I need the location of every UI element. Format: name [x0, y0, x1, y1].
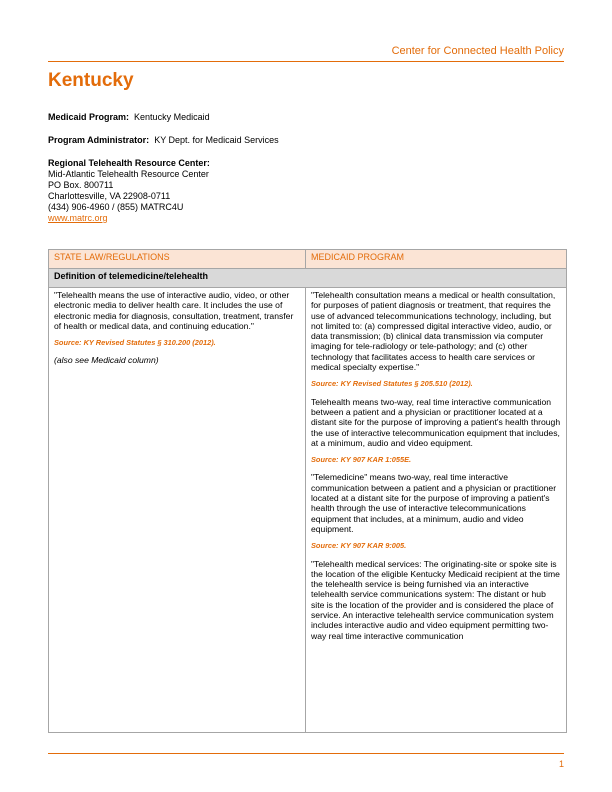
- medicaid-definition: "Telemedicine" means two-way, real time interactive communication between a patient and a physician or practitioner located at a distant site for the purpose of improving a patient's health through the use of interactive telecommunications equipment that includes, at a minimum, audio and video equipment.: [311, 472, 557, 534]
- state-law-definition: "Telehealth means the use of interactive audio, video, or other electronic media to deliver health care. It includes the use of electronic media for diagnosis, consultation, treatment, transfer of health or medical data, and continuing education.": [54, 290, 294, 331]
- page-number: 1: [558, 759, 564, 769]
- column-header-medicaid: MEDICAID PROGRAM: [306, 250, 567, 269]
- section-header: Definition of telemedicine/telehealth: [49, 269, 567, 288]
- header-divider: [48, 61, 564, 62]
- trc-line: Charlottesville, VA 22908-0711: [48, 191, 171, 201]
- policy-table: [48, 249, 567, 733]
- header-organization: Center for Connected Health Policy: [391, 45, 564, 57]
- page-title: Kentucky: [48, 70, 134, 91]
- medicaid-program-label: Medicaid Program:: [48, 112, 130, 122]
- source-citation: Source: KY Revised Statutes § 310.200 (2012).: [54, 338, 216, 348]
- medicaid-program-value: Kentucky Medicaid: [134, 112, 210, 122]
- medicaid-definition: Telehealth means two-way, real time interactive communication between a patient and a physician or practitioner located at a distant site for the purpose of improving a patient's health through the use of interactive telecommunication equipment that includes, at a minimum, audio and video equipment.: [311, 396, 561, 448]
- footer-divider: [48, 753, 564, 754]
- see-also-note: (also see Medicaid column): [54, 355, 159, 366]
- trc-label: Regional Telehealth Resource Center:: [48, 158, 210, 168]
- trc-website-link[interactable]: www.matrc.org: [48, 213, 108, 223]
- medicaid-definition: "Telehealth medical services: The originating-site or spoke site is the location of the eligible Kentucky Medicaid recipient at the time the telehealth service is being furnished via an interactive telehealth service communications system: The distant or hub site is the location of the provider and is considered the place of service. An interactive telehealth service communication system includes interactive audio and video equipment permitting two-way real time interactive communication: [311, 558, 560, 641]
- medicaid-cell: [306, 288, 567, 733]
- source-citation: Source: KY Revised Statutes § 205.510 (2012).: [311, 379, 473, 389]
- telehealth-resource-center: [48, 158, 210, 224]
- program-admin-value: KY Dept. for Medicaid Services: [154, 135, 279, 145]
- medicaid-definition: "Telehealth consultation means a medical or health consultation, for purposes of patient diagnosis or treatment, that requires the use of advanced telecommunications technology, including, but not limited to: (a) compressed digital interactive video, audio, or data transmission; (b) clinical data transmission via computer imaging for tele-radiology or tele-pathology; and (c) other technology that facilitates access to health care services or medical specialty expertise.": [311, 290, 556, 373]
- source-citation: Source: KY 907 KAR 1:055E.: [311, 455, 412, 465]
- trc-line: Mid-Atlantic Telehealth Resource Center: [48, 169, 209, 179]
- program-admin-label: Program Administrator:: [48, 135, 150, 145]
- program-admin-line: [48, 135, 279, 146]
- column-header-state-law: STATE LAW/REGULATIONS: [49, 250, 306, 269]
- source-citation: Source: KY 907 KAR 9:005.: [311, 541, 407, 551]
- medicaid-program-line: [48, 112, 210, 123]
- state-law-cell: [49, 288, 306, 733]
- trc-line: PO Box. 800711: [48, 180, 114, 190]
- trc-line: (434) 906-4960 / (855) MATRC4U: [48, 202, 184, 212]
